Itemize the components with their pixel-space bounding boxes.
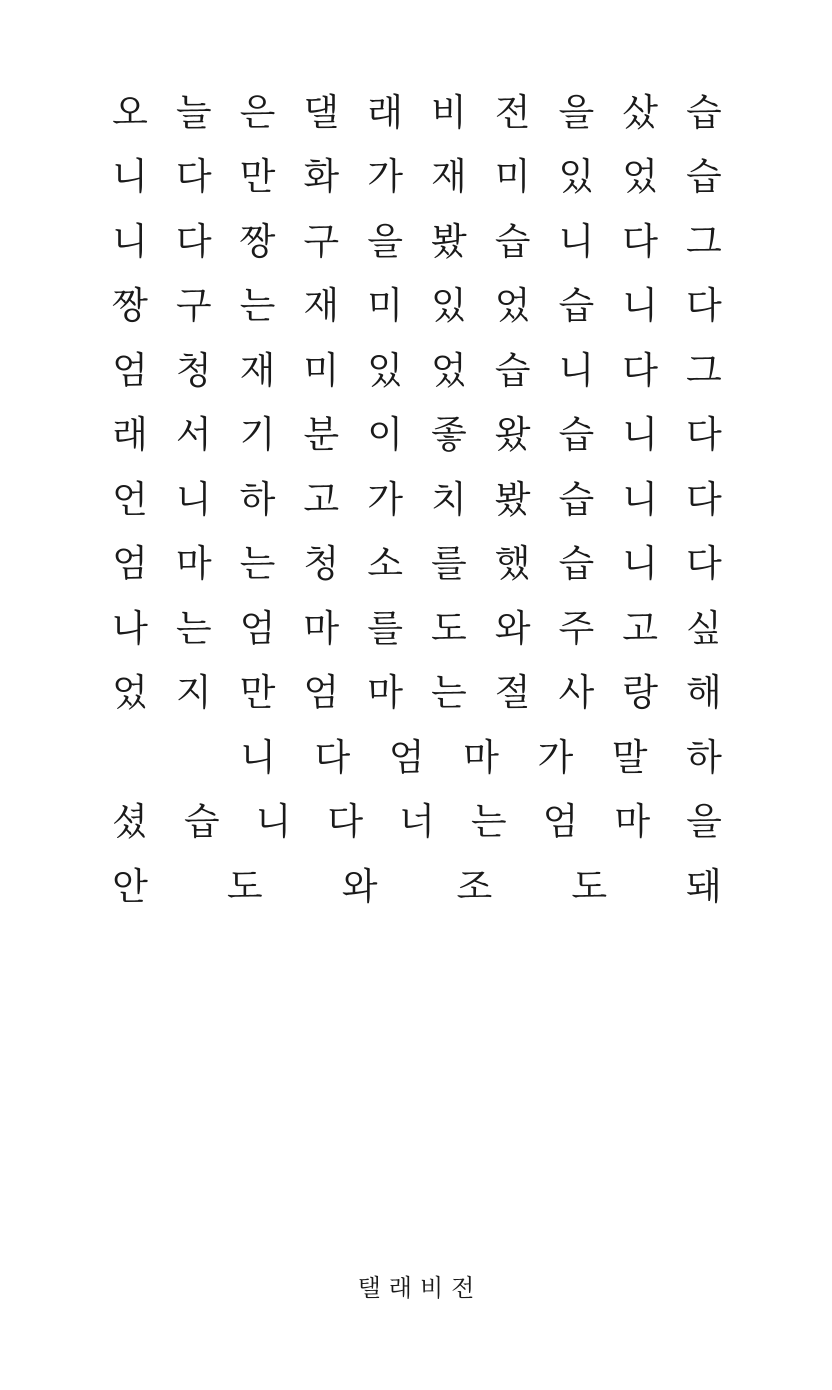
poem-grid: [107, 80, 727, 919]
poem-char: 돼: [686, 864, 722, 908]
poem-char: 해: [686, 671, 722, 715]
poem-row: [107, 532, 727, 597]
poem-row: [107, 725, 727, 790]
poem-char: 엄: [112, 542, 148, 586]
poem-char: 봤: [494, 477, 531, 521]
poem-char: 와: [494, 606, 531, 650]
poem-char: 미: [303, 348, 340, 392]
poem-char: 가: [537, 735, 574, 779]
poem-char: 주: [558, 606, 595, 650]
poem-char: 엄: [239, 606, 276, 650]
poem-char: 그: [686, 219, 722, 263]
poem-char: 서: [175, 413, 212, 457]
poem-char: 니: [622, 284, 658, 328]
poem-char: 마: [303, 606, 340, 650]
poem-char: 습: [183, 800, 220, 844]
poem-char: 전: [494, 90, 531, 134]
poem-char: 니: [622, 477, 658, 521]
poem-char: 도: [571, 864, 608, 908]
poem-char: 재: [430, 155, 467, 199]
poem-char: 있: [430, 284, 467, 328]
poem-char: 재: [303, 284, 340, 328]
poem-char: 습: [686, 90, 722, 134]
poem-char: 을: [558, 90, 595, 134]
poem-char: 가: [367, 155, 403, 199]
poem-char: 마: [367, 671, 403, 715]
poem-char: 짱: [239, 219, 276, 263]
poem-char: 다: [175, 155, 212, 199]
poem-char: 니: [112, 219, 148, 263]
poem-row: [107, 661, 727, 726]
poem-char: 마: [175, 542, 212, 586]
poem-char: 습: [558, 477, 595, 521]
poem-row: [107, 338, 727, 403]
poem-char: 미: [367, 284, 403, 328]
poem-char: 하: [239, 477, 276, 521]
poem-char: 고: [303, 477, 340, 521]
poem-char: 나: [112, 606, 148, 650]
poem-char: 와: [341, 864, 378, 908]
poem-char: 댈: [303, 90, 340, 134]
poem-char: 마: [614, 800, 651, 844]
poem-char: 그: [686, 348, 722, 392]
poem-char: 다: [686, 413, 722, 457]
poem-char: 었: [430, 348, 467, 392]
poem-row: [107, 467, 727, 532]
poem-char: 랑: [622, 671, 658, 715]
poem-char: 니: [622, 542, 658, 586]
poem-char: 치: [430, 477, 467, 521]
poem-char: 는: [175, 606, 212, 650]
poem-char: 래: [112, 413, 148, 457]
poem-char: 있: [367, 348, 403, 392]
poem-char: 기: [239, 413, 276, 457]
poem-char: 만: [239, 671, 276, 715]
poem-char: 구: [175, 284, 212, 328]
poem-char: 짱: [112, 284, 148, 328]
poem-row: [107, 145, 727, 210]
poem-char: 습: [494, 219, 531, 263]
poem-char: 는: [239, 542, 276, 586]
poem-char: 늘: [175, 90, 212, 134]
poem-char: 좋: [430, 413, 467, 457]
poem-char: 를: [430, 542, 467, 586]
poem-char: 습: [558, 284, 595, 328]
poem-char: 마: [463, 735, 499, 779]
poem-row: [107, 274, 727, 339]
poem-char: 니: [558, 219, 595, 263]
poem-char: 습: [494, 348, 531, 392]
poem-char: 도: [430, 606, 467, 650]
poem-char: 왔: [494, 413, 531, 457]
poem-char: 었: [622, 155, 658, 199]
poem-char: 은: [239, 90, 276, 134]
poem-char: 래: [367, 90, 403, 134]
poem-char: 봤: [430, 219, 467, 263]
poem-char: 다: [686, 284, 722, 328]
poem-char: 다: [686, 542, 722, 586]
poem-char: 습: [558, 413, 595, 457]
poem-char: 다: [327, 800, 364, 844]
poem-char: 니: [175, 477, 212, 521]
poem-row: [107, 403, 727, 468]
poem-char: 을: [367, 219, 403, 263]
poem-char: 다: [175, 219, 212, 263]
poem-char: 었: [494, 284, 531, 328]
poem-char: 을: [686, 800, 722, 844]
poem-char: 청: [175, 348, 212, 392]
poem-row: [107, 596, 727, 661]
poem-char: 분: [303, 413, 340, 457]
poem-char: 다: [314, 735, 351, 779]
poem-char: 안: [112, 864, 148, 908]
poem-char: 조: [456, 864, 493, 908]
poem-char: 미: [494, 155, 531, 199]
poem-char: 엄: [388, 735, 425, 779]
poem-char: 언: [112, 477, 148, 521]
poem-char: 샀: [622, 90, 658, 134]
poem-char: 있: [558, 155, 595, 199]
poem-char: 사: [558, 671, 595, 715]
poem-row: [107, 790, 727, 855]
poem-char: 너: [399, 800, 435, 844]
poem-char: 니: [622, 413, 658, 457]
poem-char: 도: [226, 864, 263, 908]
poem-char: 하: [686, 735, 722, 779]
poem-char: 니: [558, 348, 595, 392]
poem-char: 절: [494, 671, 531, 715]
poem-char: 다: [622, 348, 658, 392]
poem-char: 했: [494, 542, 531, 586]
poem-char: 습: [558, 542, 595, 586]
poem-char: 니: [112, 155, 148, 199]
poem-char: 다: [686, 477, 722, 521]
poem-char: 이: [367, 413, 403, 457]
poem-char: 엄: [542, 800, 579, 844]
poem-char: 소: [367, 542, 403, 586]
poem-char: 화: [303, 155, 340, 199]
poem-char: 는: [239, 284, 276, 328]
poem-char: 비: [430, 90, 467, 134]
poem-char: 가: [367, 477, 403, 521]
poem-row: [107, 80, 727, 145]
poem-char: 엄: [303, 671, 340, 715]
poem-row: [107, 209, 727, 274]
poem-char: 엄: [112, 348, 148, 392]
poem-char: 었: [112, 671, 148, 715]
poem-char: 다: [622, 219, 658, 263]
poem-char: 니: [240, 735, 276, 779]
poem-char: 재: [239, 348, 276, 392]
poem-row: [107, 854, 727, 919]
poem-char: 오: [112, 90, 148, 134]
poem-char: 니: [255, 800, 292, 844]
poem-char: 셨: [112, 800, 148, 844]
poem-char: 싶: [686, 606, 722, 650]
poem-char: 습: [686, 155, 722, 199]
poem-char: 는: [470, 800, 507, 844]
poem-title: 탤래비전: [357, 1274, 483, 1302]
poem-char: 지: [175, 671, 212, 715]
poem-char: 고: [622, 606, 658, 650]
poem-char: 만: [239, 155, 276, 199]
poem-char: 구: [303, 219, 340, 263]
poem-char: 청: [303, 542, 340, 586]
poem-char: 말: [611, 735, 648, 779]
poem-char: 를: [367, 606, 403, 650]
poem-char: 는: [430, 671, 467, 715]
